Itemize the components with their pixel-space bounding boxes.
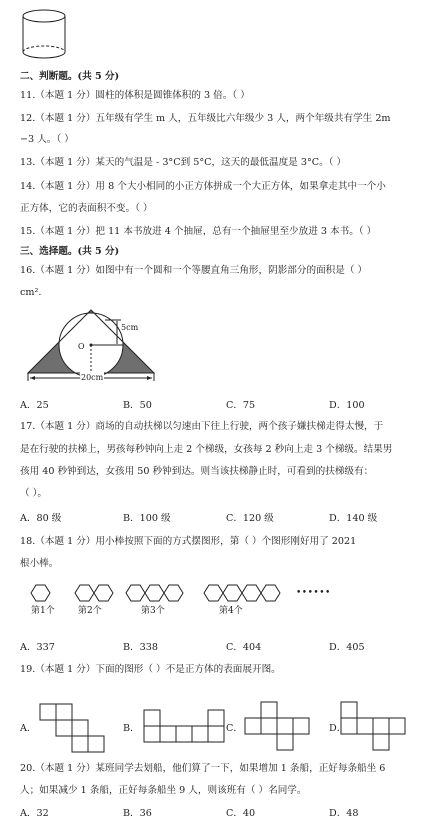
question-12-line2: −3 人。（ ） [20,134,74,145]
question-13: 13.（本题 1 分）某天的气温是 - 3°C到 5°C，这天的最低温度是 3°C。（ ） [20,157,347,168]
q16-label-5cm: 5cm [121,323,139,332]
q17-option-d: D．140 级 [329,513,378,524]
q18-option-a: A．337 [20,642,55,653]
q19-net-d [339,700,411,752]
q18-ellipsis-dots: •••••• [296,588,331,598]
section-judge-heading: 二、判断题。(共 5 分) [20,71,120,82]
question-19: 19.（本题 1 分）下面的图形（ ）不是正方体的表面展开图。 [20,664,281,675]
question-17-line2: 是在行驶的扶梯上，男孩每秒钟向上走 2 个梯级，女孩每 2 秒向上走 3 个梯级。结果男 [20,444,393,455]
q19-net-a [36,703,106,753]
question-15: 15.（本题 1 分）把 11 本书放进 4 个抽屉，总有一个抽屉里至少放进 3 本书。（ ） [20,226,377,237]
q19-letter-b: B． [123,723,140,734]
q18-label-1: 第1个 [31,606,55,616]
q18-option-d: D．405 [329,642,365,653]
q19-letter-c: C． [226,723,243,734]
question-16-line1: 16.（本题 1 分）如图中有一个圆和一个等腰直角三角形，阴影部分的面积是（ ） [20,265,368,276]
q16-option-b: B．50 [123,400,152,411]
q19-letter-d: D． [329,723,347,734]
question-18-line1: 18.（本题 1 分）用小棒按照下面的方式摆图形，第（ ）个图形刚好用了 2021 [20,536,357,547]
q19-net-b [142,708,227,744]
question-20-line2: 人；如果减少 1 条船，正好每条船坐 9 人，则该班有（ ）名同学。 [20,785,307,796]
question-14-line2: 正方体，它的表面积不变。（ ） [20,203,153,214]
section-choice-heading: 三、选择题。(共 5 分) [20,246,120,257]
q18-label-2: 第2个 [78,606,102,616]
question-17-line4: （ ）。 [20,488,48,499]
q17-option-b: B．100 级 [123,513,171,524]
question-18-line2: 根小棒。 [20,558,59,569]
question-20-line1: 20.（本题 1 分）某班同学去划船，他们算了一下，如果增加 1 条船，正好每条船坐 6 [20,763,386,774]
q20-option-a: A．32 [20,808,49,819]
q18-hexagon-figure [28,583,328,623]
q20-option-d: D．48 [329,808,359,819]
q18-option-c: C．404 [226,642,262,653]
q19-letter-a: A． [20,723,37,734]
q16-option-c: C．75 [226,400,256,411]
q18-option-b: B．338 [123,642,158,653]
q19-net-c [243,700,313,752]
question-17-line3: 孩用 40 秒钟到达，女孩用 50 秒钟到达。则当该扶梯静止时，可看到的扶梯级有： [20,466,374,477]
q18-label-4: 第4个 [219,606,243,616]
q18-label-3: 第3个 [141,606,165,616]
question-14-line1: 14.（本题 1 分）用 8 个大小相同的小正方体拼成一个大正方体，如果拿走其中一个小 [20,181,386,192]
cylinder-figure [20,4,80,66]
q17-option-a: A．80 级 [20,513,62,524]
question-16-line2: cm². [20,287,42,298]
q17-option-c: C．120 级 [226,513,274,524]
question-11: 11.（本题 1 分）圆柱的体积是圆锥体积的 3 倍。（ ） [20,90,250,101]
q16-option-d: D．100 [329,400,365,411]
q16-option-a: A．25 [20,400,49,411]
q20-option-b: B．36 [123,808,152,819]
question-17-line1: 17.（本题 1 分）商场的自动扶梯以匀速由下往上行驶，两个孩子嫌扶梯走得太慢，于 [20,421,384,432]
question-12-line1: 12.（本题 1 分）五年级有学生 m 人，五年级比六年级少 3 人，两个年级共有学生 2m [20,113,391,124]
q20-option-c: C．40 [226,808,256,819]
q16-label-20cm: 20cm [81,373,104,382]
q16-label-o: O [78,342,85,351]
